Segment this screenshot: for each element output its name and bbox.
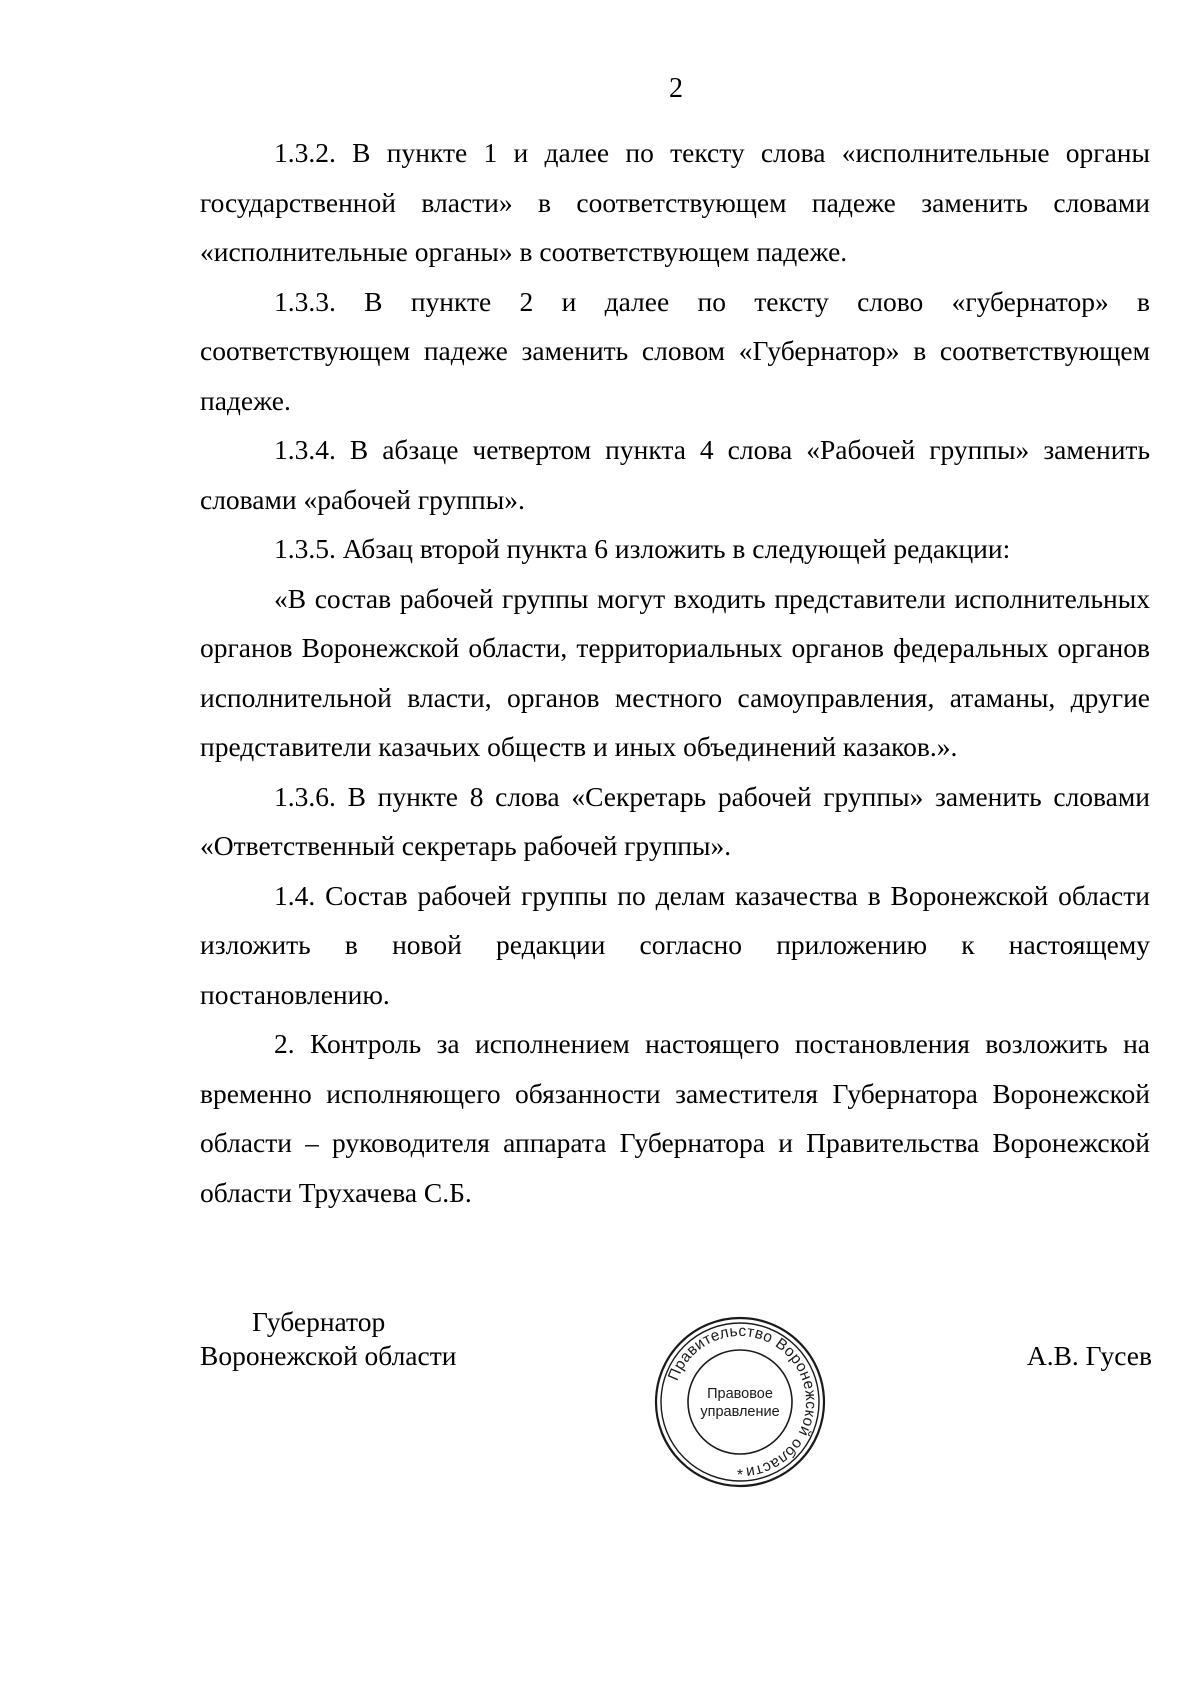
signature-block	[0, 1305, 1200, 1485]
paragraph-quoted-text: «В состав рабочей группы могут входить представители исполнительных органов Воронежской области, территориальных органов федеральных органов исполнительной власти, органов местного самоуправления, атаманы, другие представители казачьих обществ и иных объединений казаков.».	[200, 582, 1150, 762]
signatory-title	[200, 1305, 456, 1373]
paragraph-2: 2. Контроль за исполнением настоящего постановления возложить на временно исполняющего обязанности заместителя Губернатора Воронежской области – руководителя аппарата Губернатора и Правительства Воронежской области Трухачева С.Б.	[200, 1028, 1150, 1208]
signatory-title-line-1: Губернатор	[252, 1306, 386, 1337]
paragraph-1-3-4: 1.3.4. В абзаце четвертом пункта 4 слова «Рабочей группы» заменить словами «рабочей группы».	[200, 434, 1150, 515]
official-stamp	[652, 1314, 828, 1490]
paragraph-1-3-3: 1.3.3. В пункте 2 и далее по тексту слово «губернатор» в соответствующем падеже заменить словом «Губернатор» в соответствующем падеже.	[200, 285, 1150, 416]
paragraph-1-3-6: 1.3.6. В пункте 8 слова «Секретарь рабочей группы» заменить словами «Ответственный секретарь рабочей группы».	[200, 780, 1150, 861]
stamp-star-icon: *	[736, 1467, 744, 1484]
page-number: 2	[669, 73, 683, 104]
paragraph-1-3-2: 1.3.2. В пункте 1 и далее по тексту слова «исполнительные органы государственной власти» в соответствующем падеже заменить словами «исполнительные органы» в соответствующем падеже.	[200, 137, 1150, 267]
stamp-center-line-2: управление	[700, 1404, 780, 1420]
signatory-name: А.В. Гусев	[1026, 1340, 1152, 1371]
stamp-seal-graphic	[652, 1314, 828, 1490]
signatory-title-line-2: Воронежской области	[200, 1340, 457, 1371]
document-body	[200, 128, 1150, 1217]
stamp-center-line-1: Правовое	[707, 1386, 773, 1402]
stamp-outer-text: Правительство Воронежской области	[665, 1322, 820, 1481]
paragraph-1-4: 1.4. Состав рабочей группы по делам казачества в Воронежской области изложить в новой редакции согласно приложению к настоящему постановлению.	[200, 879, 1150, 1010]
paragraph-1-3-5: 1.3.5. Абзац второй пункта 6 изложить в следующей редакции:	[274, 533, 1011, 564]
